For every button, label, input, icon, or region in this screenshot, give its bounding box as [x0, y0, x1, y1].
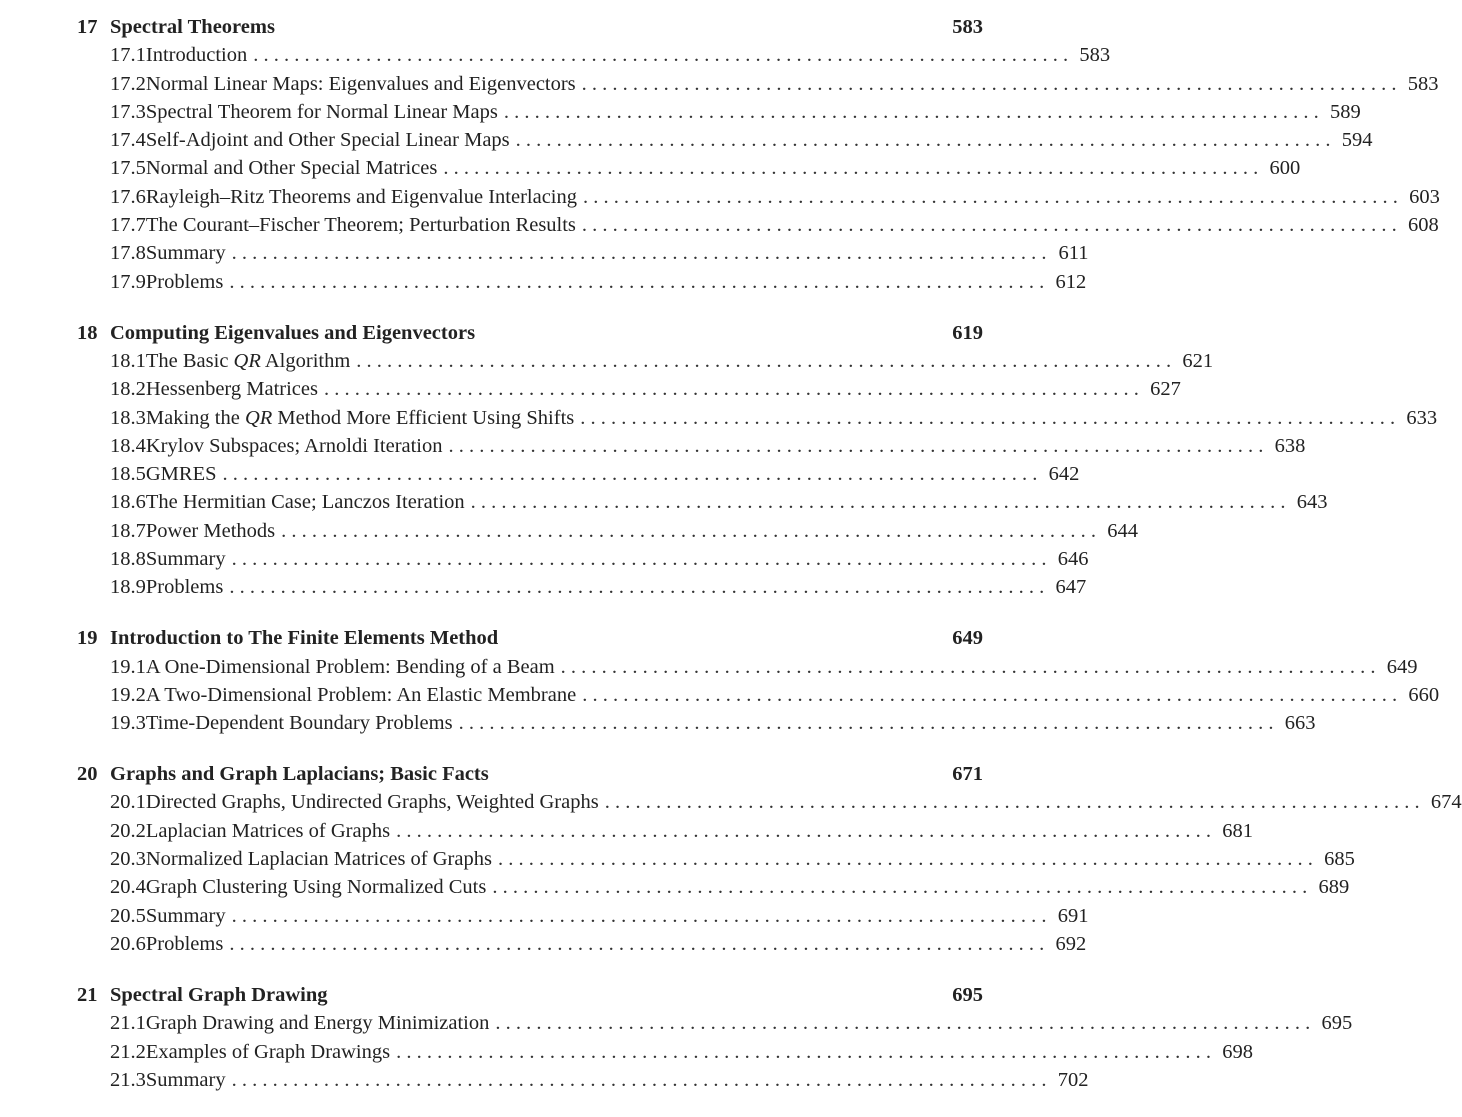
chapter-heading[interactable]: [77, 624, 983, 652]
table-of-contents: [77, 13, 1462, 1117]
dot-leader: . . . . . . . . . . . . . . . . . . . . . . . . . . . . . . . . . . . . . . . . . . . . . . . . . . . . . . . . . . . . . . . . . . . . . . . . . . . . . . . .: [458, 712, 1274, 735]
section-title[interactable]: Hessenberg Matrices: [145, 378, 318, 401]
section-number: 17.6: [110, 185, 146, 208]
section-page: 608: [1408, 214, 1439, 237]
section-page: 646: [1057, 548, 1089, 571]
section-number: 18.3: [110, 406, 146, 429]
section-number: 17.8: [110, 242, 146, 265]
section-page: 621: [1182, 349, 1214, 372]
dot-leader: . . . . . . . . . . . . . . . . . . . . . . . . . . . . . . . . . . . . . . . . . . . . . . . . . . . . . . . . . . . . . . . . . . . . . . . . . . . . . . . .: [582, 683, 1398, 706]
section-title[interactable]: Directed Graphs, Undirected Graphs, Weighted Graphs: [145, 791, 599, 814]
dot-leader: . . . . . . . . . . . . . . . . . . . . . . . . . . . . . . . . . . . . . . . . . . . . . . . . . . . . . . . . . . . . . . . . . . . . . . . . . . . . . . . .: [396, 1040, 1211, 1063]
section-entry[interactable]: [77, 1009, 1353, 1037]
section-entry[interactable]: [77, 573, 1087, 601]
dot-leader: . . . . . . . . . . . . . . . . . . . . . . . . . . . . . . . . . . . . . . . . . . . . . . . . . . . . . . . . . . . . . . . . . . . . . . . . . . . . . . . .: [323, 378, 1139, 401]
chapter-heading[interactable]: [77, 760, 983, 788]
section-title[interactable]: Summary: [145, 1068, 226, 1091]
section-page: 611: [1058, 242, 1089, 265]
dot-leader: . . . . . . . . . . . . . . . . . . . . . . . . . . . . . . . . . . . . . . . . . . . . . . . . . . . . . . . . . . . . . . . . . . . . . . . . . . . . . . . .: [560, 655, 1376, 678]
section-number: 18.4: [110, 434, 146, 457]
dot-leader: . . . . . . . . . . . . . . . . . . . . . . . . . . . . . . . . . . . . . . . . . . . . . . . . . . . . . . . . . . . . . . . . . . . . . . . . . . . . . . . .: [253, 44, 1069, 67]
section-entry[interactable]: [77, 432, 1306, 460]
dot-leader: . . . . . . . . . . . . . . . . . . . . . . . . . . . . . . . . . . . . . . . . . . . . . . . . . . . . . . . . . . . . . . . . . . . . . . . . . . . . . . . .: [497, 848, 1313, 871]
section-page: 600: [1269, 157, 1301, 180]
section-entry[interactable]: [77, 211, 1439, 239]
section-number: 18.5: [110, 463, 146, 486]
section-title[interactable]: Krylov Subspaces; Arnoldi Iteration: [145, 434, 443, 457]
section-page: 695: [1321, 1012, 1353, 1035]
section-page: 698: [1222, 1040, 1253, 1063]
section-entry[interactable]: [77, 845, 1355, 873]
section-title[interactable]: Introduction: [145, 44, 248, 67]
section-number: 20.1: [110, 791, 146, 814]
dot-leader: . . . . . . . . . . . . . . . . . . . . . . . . . . . . . . . . . . . . . . . . . . . . . . . . . . . . . . . . . . . . . . . . . . . . . . . . . . . . . . . .: [495, 1012, 1311, 1035]
chapter-page: 695: [952, 983, 983, 1006]
section-entry[interactable]: [77, 1038, 1253, 1066]
section-number: 17.3: [110, 100, 146, 123]
section-number: 20.2: [110, 819, 146, 842]
section-number: 21.1: [110, 1012, 146, 1035]
dot-leader: . . . . . . . . . . . . . . . . . . . . . . . . . . . . . . . . . . . . . . . . . . . . . . . . . . . . . . . . . . . . . . . . . . . . . . . . . . . . . . . .: [581, 214, 1397, 237]
section-title[interactable]: Normal Linear Maps: Eigenvalues and Eigenvectors: [145, 72, 576, 95]
section-title[interactable]: Normalized Laplacian Matrices of Graphs: [145, 848, 492, 871]
section-number: 18.1: [110, 349, 146, 372]
chapter-heading[interactable]: [77, 13, 983, 41]
dot-leader: . . . . . . . . . . . . . . . . . . . . . . . . . . . . . . . . . . . . . . . . . . . . . . . . . . . . . . . . . . . . . . . . . . . . . . . . . . . . . . . .: [231, 548, 1047, 571]
section-title[interactable]: Graph Clustering Using Normalized Cuts: [145, 876, 487, 899]
dot-leader: . . . . . . . . . . . . . . . . . . . . . . . . . . . . . . . . . . . . . . . . . . . . . . . . . . . . . . . . . . . . . . . . . . . . . . . . . . . . . . . .: [470, 491, 1286, 514]
chapter-number: 18: [77, 321, 98, 344]
section-title[interactable]: A Two-Dimensional Problem: An Elastic Membrane: [145, 683, 577, 706]
dot-leader: . . . . . . . . . . . . . . . . . . . . . . . . . . . . . . . . . . . . . . . . . . . . . . . . . . . . . . . . . . . . . . . . . . . . . . . . . . . . . . . .: [229, 576, 1045, 599]
chapter-title[interactable]: Graphs and Graph Laplacians; Basic Facts: [110, 763, 489, 786]
section-title[interactable]: Power Methods: [145, 519, 276, 542]
section-number: 18.7: [110, 519, 146, 542]
section-entry[interactable]: [77, 460, 1080, 488]
chapter-heading[interactable]: [77, 319, 983, 347]
section-entry[interactable]: [77, 709, 1316, 737]
section-title[interactable]: Summary: [145, 548, 226, 571]
section-page: 589: [1329, 100, 1361, 123]
chapter-title[interactable]: Introduction to The Finite Elements Method: [110, 627, 499, 650]
section-entry[interactable]: [77, 681, 1440, 709]
section-title[interactable]: Spectral Theorem for Normal Linear Maps: [145, 100, 498, 123]
chapter-page: 619: [952, 321, 983, 344]
section-number: 19.1: [110, 655, 146, 678]
section-entry[interactable]: [77, 70, 1439, 98]
section-title[interactable]: The Hermitian Case; Lanczos Iteration: [145, 491, 465, 514]
dot-leader: . . . . . . . . . . . . . . . . . . . . . . . . . . . . . . . . . . . . . . . . . . . . . . . . . . . . . . . . . . . . . . . . . . . . . . . . . . . . . . . .: [492, 876, 1308, 899]
section-entry[interactable]: [77, 154, 1301, 182]
section-entry[interactable]: [77, 404, 1438, 432]
chapter-page: 671: [952, 763, 983, 786]
section-entry[interactable]: [77, 488, 1328, 516]
section-number: 20.4: [110, 876, 146, 899]
dot-leader: . . . . . . . . . . . . . . . . . . . . . . . . . . . . . . . . . . . . . . . . . . . . . . . . . . . . . . . . . . . . . . . . . . . . . . . . . . . . . . . .: [229, 932, 1045, 955]
section-number: 21.2: [110, 1040, 146, 1063]
section-title[interactable]: Problems: [145, 576, 224, 599]
dot-leader: . . . . . . . . . . . . . . . . . . . . . . . . . . . . . . . . . . . . . . . . . . . . . . . . . . . . . . . . . . . . . . . . . . . . . . . . . . . . . . . .: [396, 819, 1211, 842]
section-page: 663: [1284, 712, 1316, 735]
section-title[interactable]: The Courant–Fischer Theorem; Perturbation Results: [145, 214, 576, 237]
section-number: 17.7: [110, 214, 146, 237]
section-page: 649: [1386, 655, 1418, 678]
section-entry[interactable]: [77, 41, 1111, 69]
section-entry[interactable]: [77, 902, 1089, 930]
dot-leader: . . . . . . . . . . . . . . . . . . . . . . . . . . . . . . . . . . . . . . . . . . . . . . . . . . . . . . . . . . . . . . . . . . . . . . . . . . . . . . . .: [231, 1068, 1047, 1091]
dot-leader: . . . . . . . . . . . . . . . . . . . . . . . . . . . . . . . . . . . . . . . . . . . . . . . . . . . . . . . . . . . . . . . . . . . . . . . . . . . . . . . .: [515, 129, 1331, 152]
section-number: 18.6: [110, 491, 146, 514]
dot-leader: . . . . . . . . . . . . . . . . . . . . . . . . . . . . . . . . . . . . . . . . . . . . . . . . . . . . . . . . . . . . . . . . . . . . . . . . . . . . . . . .: [222, 463, 1038, 486]
section-title[interactable]: Summary: [145, 904, 226, 927]
section-number: 20.6: [110, 932, 146, 955]
section-page: 702: [1057, 1068, 1089, 1091]
section-page: 644: [1107, 519, 1139, 542]
dot-leader: . . . . . . . . . . . . . . . . . . . . . . . . . . . . . . . . . . . . . . . . . . . . . . . . . . . . . . . . . . . . . . . . . . . . . . . . . . . . . . . .: [229, 270, 1045, 293]
dot-leader: . . . . . . . . . . . . . . . . . . . . . . . . . . . . . . . . . . . . . . . . . . . . . . . . . . . . . . . . . . . . . . . . . . . . . . . . . . . . . . . .: [281, 519, 1097, 542]
section-entry[interactable]: [77, 930, 1087, 958]
chapter-title[interactable]: Computing Eigenvalues and Eigenvectors: [110, 321, 476, 344]
dot-leader: . . . . . . . . . . . . . . . . . . . . . . . . . . . . . . . . . . . . . . . . . . . . . . . . . . . . . . . . . . . . . . . . . . . . . . . . . . . . . . . .: [503, 100, 1319, 123]
section-title[interactable]: Laplacian Matrices of Graphs: [145, 819, 391, 842]
dot-leader: . . . . . . . . . . . . . . . . . . . . . . . . . . . . . . . . . . . . . . . . . . . . . . . . . . . . . . . . . . . . . . . . . . . . . . . . . . . . . . . .: [356, 349, 1172, 372]
section-number: 18.8: [110, 548, 146, 571]
section-entry[interactable]: [77, 817, 1253, 845]
section-title[interactable]: Graph Drawing and Energy Minimization: [145, 1012, 490, 1035]
section-number: 17.5: [110, 157, 146, 180]
chapter-page: 649: [952, 627, 983, 650]
section-page: 638: [1274, 434, 1306, 457]
section-page: 674: [1430, 791, 1462, 814]
section-entry[interactable]: [77, 126, 1373, 154]
section-title[interactable]: Self-Adjoint and Other Special Linear Maps: [145, 129, 510, 152]
section-title[interactable]: Problems: [145, 932, 224, 955]
section-title[interactable]: Making the QR Method More Efficient Using Shifts: [145, 406, 575, 429]
section-page: 643: [1296, 491, 1328, 514]
section-entry[interactable]: [77, 873, 1350, 901]
chapter-number: 19: [77, 627, 98, 650]
section-entry[interactable]: [77, 375, 1181, 403]
section-page: 627: [1150, 378, 1181, 401]
chapter-number: 21: [77, 983, 98, 1006]
section-entry[interactable]: [77, 1066, 1089, 1094]
section-entry[interactable]: [77, 517, 1139, 545]
section-number: 20.3: [110, 848, 146, 871]
section-title[interactable]: GMRES: [145, 463, 217, 486]
dot-leader: . . . . . . . . . . . . . . . . . . . . . . . . . . . . . . . . . . . . . . . . . . . . . . . . . . . . . . . . . . . . . . . . . . . . . . . . . . . . . . . .: [583, 185, 1398, 208]
section-number: 21.3: [110, 1068, 146, 1091]
dot-leader: . . . . . . . . . . . . . . . . . . . . . . . . . . . . . . . . . . . . . . . . . . . . . . . . . . . . . . . . . . . . . . . . . . . . . . . . . . . . . . . .: [448, 434, 1264, 457]
dot-leader: . . . . . . . . . . . . . . . . . . . . . . . . . . . . . . . . . . . . . . . . . . . . . . . . . . . . . . . . . . . . . . . . . . . . . . . . . . . . . . . .: [581, 72, 1397, 95]
section-page: 583: [1407, 72, 1439, 95]
section-entry[interactable]: [77, 239, 1089, 267]
section-title[interactable]: Summary: [145, 242, 226, 265]
section-title[interactable]: A One-Dimensional Problem: Bending of a Beam: [145, 655, 555, 678]
chapter-18: [77, 319, 1438, 602]
section-entry[interactable]: [77, 545, 1089, 573]
section-title[interactable]: The Basic QR Algorithm: [145, 349, 351, 372]
section-entry[interactable]: [77, 347, 1214, 375]
chapter-17: [77, 13, 1440, 296]
section-page: 603: [1409, 185, 1440, 208]
section-title[interactable]: Normal and Other Special Matrices: [145, 157, 438, 180]
section-page: 612: [1055, 270, 1087, 293]
chapter-title[interactable]: Spectral Theorems: [110, 16, 275, 38]
section-page: 594: [1341, 129, 1373, 152]
chapter-page: 583: [952, 16, 983, 38]
section-title[interactable]: Rayleigh–Ritz Theorems and Eigenvalue Interlacing: [145, 185, 577, 208]
chapter-number: 17: [77, 16, 98, 38]
section-number: 17.4: [110, 129, 146, 152]
chapter-number: 20: [77, 763, 98, 786]
section-number: 18.9: [110, 576, 146, 599]
section-title[interactable]: Examples of Graph Drawings: [145, 1040, 391, 1063]
section-number: 17.9: [110, 270, 146, 293]
section-page: 692: [1055, 932, 1087, 955]
dot-leader: . . . . . . . . . . . . . . . . . . . . . . . . . . . . . . . . . . . . . . . . . . . . . . . . . . . . . . . . . . . . . . . . . . . . . . . . . . . . . . . .: [231, 904, 1047, 927]
section-entry[interactable]: [77, 98, 1361, 126]
section-entry[interactable]: [77, 183, 1440, 211]
chapter-heading[interactable]: [77, 981, 983, 1009]
section-entry[interactable]: [77, 653, 1418, 681]
section-title[interactable]: Time-Dependent Boundary Problems: [145, 712, 453, 735]
section-entry[interactable]: [77, 268, 1087, 296]
section-page: 681: [1222, 819, 1253, 842]
chapter-19: [77, 624, 1440, 737]
dot-leader: . . . . . . . . . . . . . . . . . . . . . . . . . . . . . . . . . . . . . . . . . . . . . . . . . . . . . . . . . . . . . . . . . . . . . . . . . . . . . . . .: [604, 791, 1420, 814]
section-number: 17.2: [110, 72, 146, 95]
section-page: 583: [1079, 44, 1111, 67]
section-number: 20.5: [110, 904, 146, 927]
chapter-20: [77, 760, 1462, 958]
section-page: 633: [1406, 406, 1438, 429]
section-entry[interactable]: [77, 788, 1462, 816]
section-page: 647: [1055, 576, 1087, 599]
dot-leader: . . . . . . . . . . . . . . . . . . . . . . . . . . . . . . . . . . . . . . . . . . . . . . . . . . . . . . . . . . . . . . . . . . . . . . . . . . . . . . . .: [580, 406, 1396, 429]
section-title[interactable]: Problems: [145, 270, 224, 293]
dot-leader: . . . . . . . . . . . . . . . . . . . . . . . . . . . . . . . . . . . . . . . . . . . . . . . . . . . . . . . . . . . . . . . . . . . . . . . . . . . . . . . .: [443, 157, 1259, 180]
section-number: 19.3: [110, 712, 146, 735]
chapter-title[interactable]: Spectral Graph Drawing: [110, 983, 328, 1006]
chapter-21: [77, 981, 1353, 1094]
section-number: 17.1: [110, 44, 146, 67]
section-number: 19.2: [110, 683, 146, 706]
section-page: 689: [1318, 876, 1350, 899]
section-page: 685: [1324, 848, 1355, 871]
dot-leader: . . . . . . . . . . . . . . . . . . . . . . . . . . . . . . . . . . . . . . . . . . . . . . . . . . . . . . . . . . . . . . . . . . . . . . . . . . . . . . . .: [231, 242, 1047, 265]
section-page: 660: [1408, 683, 1440, 706]
section-page: 642: [1048, 463, 1080, 486]
section-number: 18.2: [110, 378, 146, 401]
section-page: 691: [1057, 904, 1089, 927]
